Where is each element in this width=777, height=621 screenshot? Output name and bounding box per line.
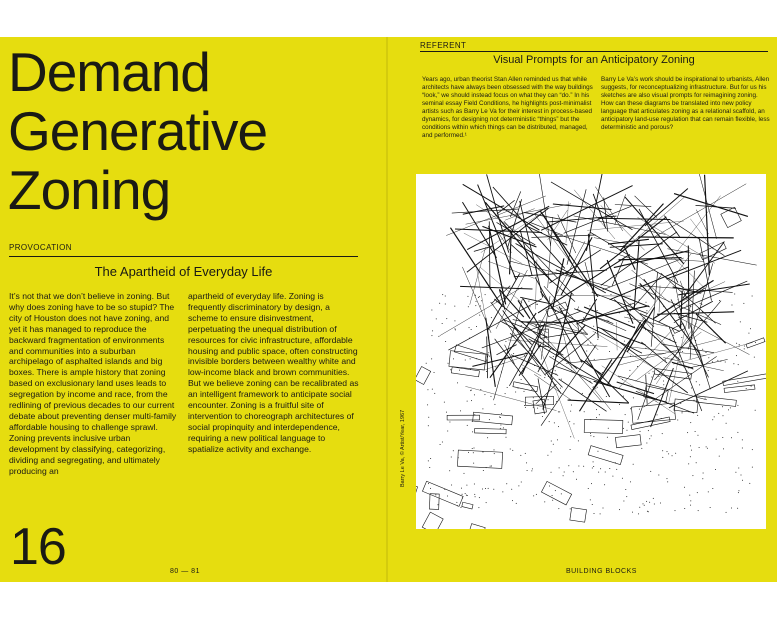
image-credit: Barry Le Va, © Artist/Year, 1967 — [400, 409, 406, 487]
left-body-column-2: apartheid of everyday life. Zoning is frequently discriminatory by design, a scheme to ensure disinvestment, perpetuating the unequal distribution of resources for civic infrastructure, affordable housing and public space, often constructing invisible borders between wealthy white and low-income black and brown communities. But we believe zoning can be recalibrated as an intelligent framework to anticipate social encounter. Zoning is a fruitful site of intervention to choreograph architectures of social propinquity and interdependence, requiring a new political language to spatialize activity and exchange. — [188, 291, 359, 454]
right-section-title: Visual Prompts for an Anticipatory Zoning — [493, 54, 695, 66]
book-gutter — [386, 37, 388, 582]
chapter-title-line: Demand — [8, 41, 210, 103]
left-rule — [9, 256, 358, 257]
chapter-title — [8, 43, 267, 220]
right-rule — [420, 51, 768, 52]
chapter-title-line: Generative — [8, 100, 268, 162]
artwork-sketch — [416, 174, 766, 529]
chapter-title-line: Zoning — [8, 159, 171, 221]
left-kicker: PROVOCATION — [9, 243, 72, 252]
right-body-column-2: Barry Le Va’s work should be inspirational to urbanists, Allen suggests, for reconceptualizing infrastructure. But for us his sketches are also visual prompts for reimagining zoning. How can these diagrams be translated into new policy language that articulates zoning as a relational scaffold, an anticipatory land-use regulation that can remain flexible, less deterministic and porous? — [601, 76, 770, 131]
left-body-column-1: It’s not that we don’t believe in zoning. But why does zoning have to be so stupid? The city of Houston does not have zoning, and yet it has managed to reproduce the backward fragmentation of environments and communities into a suburban archipelago of asphalted islands and big boxes. There is ample history that zoning based on exclusionary land uses leads to segregation by income and race, from the redlining of previous decades to our current debate about preventing denser multi-family affordable housing to challenge sprawl. Zoning prevents inclusive urban development by classifying, categorizing, dividing and segregating, and ultimately producing an — [9, 291, 177, 476]
right-kicker: REFERENT — [420, 41, 467, 50]
folio-section: BUILDING BLOCKS — [566, 568, 637, 575]
right-body-column-1: Years ago, urban theorist Stan Allen reminded us that while architects have always been obsessed with the way buildings “look,” we should instead focus on what they can “do.” In his seminal essay Field Conditions, he highlights post-minimalist artists such as Barry Le Va for their interest in process-based dynamics, for designing not deterministic “things” but the conditions within which things can be distributed, managed, and performed.¹ — [422, 76, 593, 139]
folio-pages: 80 — 81 — [170, 568, 200, 575]
book-spread — [0, 37, 777, 582]
left-section-title: The Apartheid of Everyday Life — [94, 264, 273, 279]
page-number: 16 — [10, 518, 66, 576]
